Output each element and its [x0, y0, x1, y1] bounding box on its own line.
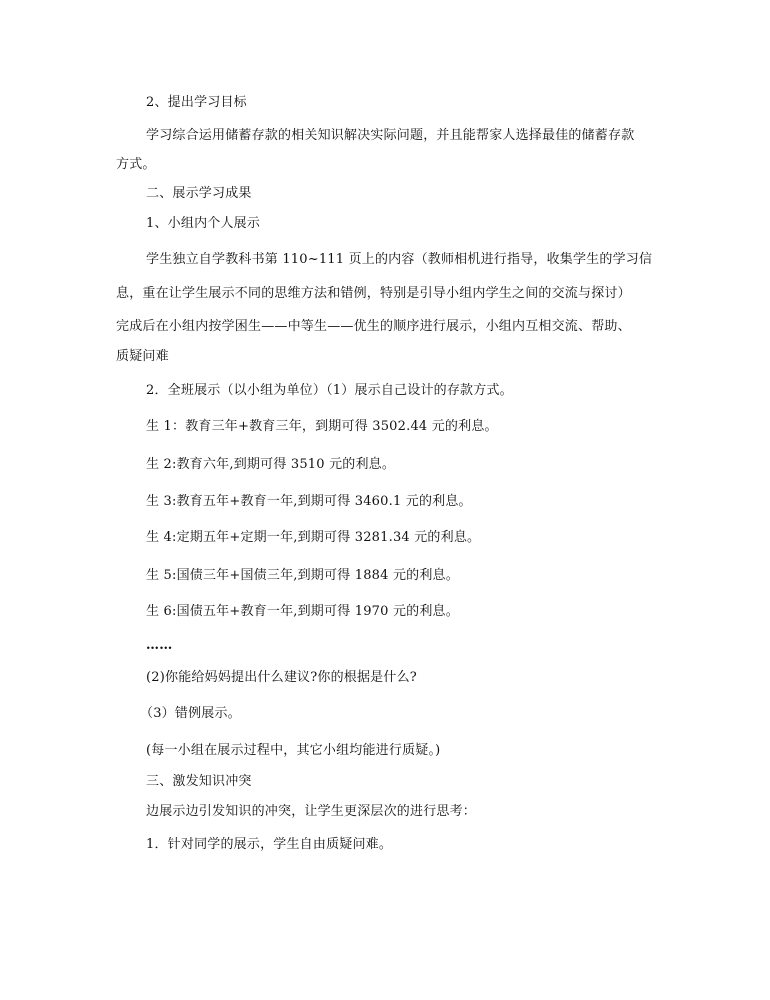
self-study-paragraph-line-2: 息，重在让学生展示不同的思维方法和错例，特别是引导小组内学生之间的交流与探讨）	[116, 286, 631, 301]
subheading-individual-show: 1、小组内个人展示	[146, 216, 261, 231]
student-answer-2: 生 2:教育六年,到期可得 3510 元的利息。	[146, 457, 396, 472]
question-advice: (2)你能给妈妈提出什么建议?你的根据是什么?	[146, 670, 417, 685]
self-study-paragraph-line-4: 质疑问难	[116, 349, 169, 364]
goal-paragraph-line-1: 学习综合运用储蓄存款的相关知识解决实际问题，并且能帮家人选择最佳的储蓄存款	[146, 128, 635, 143]
subheading-class-show: 2．全班展示（以小组为单位）（1）展示自己设计的存款方式。	[146, 383, 513, 398]
group-question-note: (每一小组在展示过程中，其它小组均能进行质疑。)	[146, 743, 441, 758]
ellipsis-line: ……	[146, 638, 173, 653]
self-study-paragraph-line-1: 学生独立自学教科书第 110~111 页上的内容（教师相机进行指导，收集学生的学习信	[146, 252, 653, 267]
self-study-paragraph-line-3: 完成后在小组内按学困生——中等生——优生的顺序进行展示，小组内互相交流、帮助、	[116, 319, 631, 334]
student-answer-3: 生 3:教育五年+教育一年,到期可得 3460.1 元的利息。	[146, 494, 472, 509]
error-example-heading: （3）错例展示。	[140, 706, 241, 721]
student-answer-5: 生 5:国债三年+国债三年,到期可得 1884 元的利息。	[146, 568, 459, 583]
section-heading-knowledge-conflict: 三、激发知识冲突	[146, 774, 252, 789]
conflict-paragraph: 边展示边引发知识的冲突，让学生更深层次的进行思考：	[146, 804, 477, 819]
section-heading-learning-goal: 2、提出学习目标	[146, 95, 247, 110]
goal-paragraph-line-2: 方式。	[116, 157, 156, 172]
conflict-point-1: 1．针对同学的展示，学生自由质疑问难。	[146, 837, 393, 852]
student-answer-6: 生 6:国债五年+教育一年,到期可得 1970 元的利息。	[146, 604, 459, 619]
student-answer-4: 生 4:定期五年+定期一年,到期可得 3281.34 元的利息。	[146, 530, 481, 545]
section-heading-show-results: 二、展示学习成果	[146, 186, 252, 201]
student-answer-1: 生 1：教育三年+教育三年，到期可得 3502.44 元的利息。	[146, 419, 498, 434]
